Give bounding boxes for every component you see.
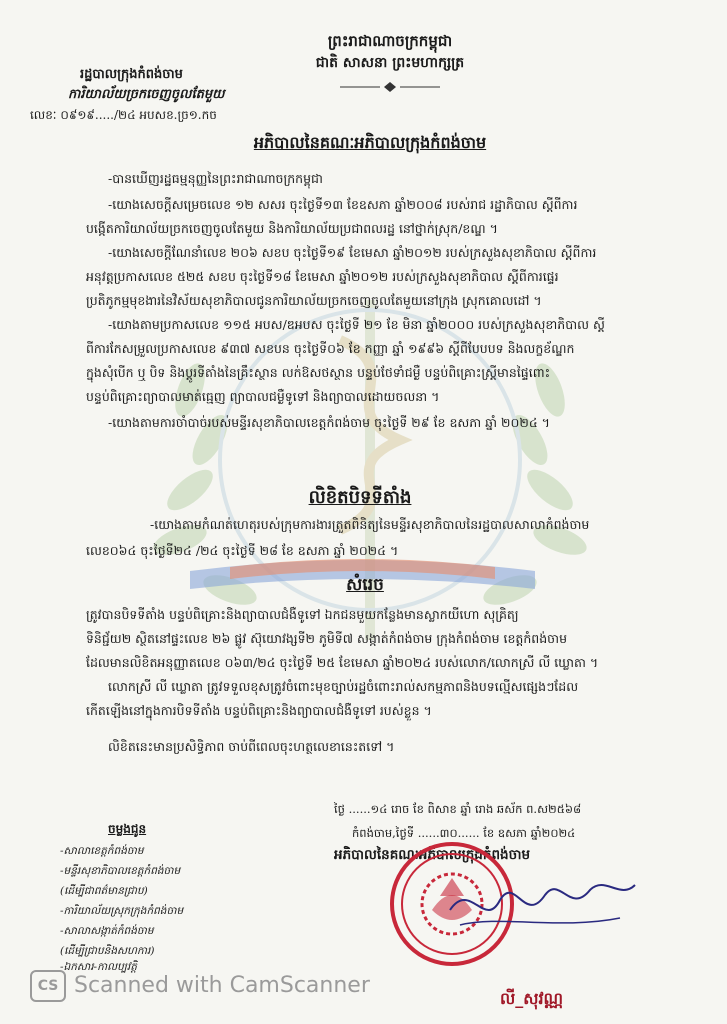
signatory-title: អភិបាលនៃគណៈអភិបាលក្រុងកំពង់ចាម <box>334 847 531 863</box>
preamble-line: បង្កើតការិយាល័យច្រកចេញចូលតែមួយ និងការិយាល័យប្រជាពលរដ្ឋ នៅថ្នាក់ស្រុក/ខណ្ឌ ។ <box>86 221 498 236</box>
preamble-line: បន្ទប់ពិគ្រោះព្យាបាលមាត់ធ្មេញ ព្យាបាលជម្ងឺទូទៅ និងព្យាបាលដោយចលនា ។ <box>86 389 440 404</box>
preamble-line: -យោងតាមការចាំបាច់របស់មន្ទីរសុខាភិបាលខេត្តកំពង់ចាម ចុះថ្ងៃទី ២៩ ខែ ឧសភា ឆ្នាំ ២០២៤ ។ <box>108 415 550 430</box>
preamble-line: ប្រតិភូកម្មមុខងារនៃវិស័យសុខាភិបាលជូនការិយាល័យច្រកចេញចូលតែមួយនៅក្រុង ស្រុកគោលដៅ ។ <box>86 293 542 308</box>
preamble-line: -យោងសេចក្ដីសម្រេចលេខ ១២ សសរ ចុះថ្ងៃទី១៣ ខែឧសភា ឆ្នាំ២០០៨ របស់រាជ រដ្ឋាភិបាល ស្ដីពីការ <box>108 197 578 212</box>
distribution-item: -មន្ទីរសុខាភិបាលខេត្តកំពង់ចាម <box>60 865 181 877</box>
signatory-name: លី_សុវណ្ណ <box>500 989 564 1008</box>
decision-line: លោកស្រី លី ឃ្លោតា ត្រូវទទួលខុសត្រូវចំពោះមុខច្បាប់រដ្ឋចំពោះរាល់សកម្មភាពនិងបទល្មើសផ្សេងៗដែល <box>108 679 579 694</box>
camscanner-watermark <box>30 970 430 1000</box>
sender-office: ការិយាល័យច្រកចេញចូលតែមួយ <box>68 87 225 102</box>
document-title: អភិបាលនៃគណៈអភិបាលក្រុងកំពង់ចាម <box>253 133 487 152</box>
distribution-item: -សាលាសង្កាត់កំពង់ចាម <box>60 925 154 937</box>
reason-line: -យោងតាមកំណត់ហេតុរបស់ក្រុមការងារត្រួតពិនិត្យនៃមន្ទីរសុខាភិបាលនៃរដ្ឋបាលសាលាកំពង់ចាម <box>150 517 590 532</box>
decision-line: ទិនិជ្ជ័យ២ ស្ថិតនៅផ្ទះលេខ ២៦ ផ្លូវ ស៊ុយោវង្សទី២ ភូមិទី៧ សង្កាត់កំពង់ចាម ក្រុងកំពង់ចាម ខេត្តកំពង់ចាម <box>86 631 568 646</box>
solar-date: កំពង់ចាម,ថ្ងៃទី ......៣០...... ខែ ឧសភា ឆ្នាំ២០២៤ <box>352 826 576 840</box>
section-title: លិខិតបិទទីតាំង <box>308 487 412 508</box>
preamble-line: -យោងតាមប្រកាសលេខ ១១៥ អបស/ឌអបស ចុះថ្ងៃទី ២១ ខែ មិនា ឆ្នាំ២០០០ របស់ក្រសួងសុខាភិបាល ស្ដី <box>108 317 605 332</box>
distribution-item: -ការិយាល័យស្រុកក្រុងកំពង់ចាម <box>60 905 184 917</box>
distribution-item: (ដើម្បីជ្រាបនិងសហការ) <box>60 945 155 957</box>
preamble-line: ក្នុងសុំបើក ឬ បិទ និងប្តូរទីតាំងនៃគ្រឹះស្ថាន លក់ឱសថស្ថាន បន្ទប់ថែទាំជម្ងឺ បន្ទប់ពិគ្រោះស្ត្រីមានផ្ទៃពោះ <box>86 365 551 380</box>
decision-line: ដែលមានលិខិតអនុញ្ញាតលេខ ០៦៣/២៤ ចុះថ្ងៃទី ២៥ ខែមេសា ឆ្នាំ២០២៤ របស់លោក/លោកស្រី លី ឃ្លោតា ។ <box>86 655 599 670</box>
decision-title: សំរេច <box>346 575 384 595</box>
distribution-item: -ឯកសារ-កាលប្បវត្តិ <box>60 961 137 973</box>
handwritten-signature <box>440 870 640 940</box>
decision-line: កើតឡើងនៅក្នុងការបិទទីតាំង បន្ទប់ពិគ្រោះនិងព្យាបាលជំងឺទូទៅ របស់ខ្លួន ។ <box>86 703 432 718</box>
preamble-line: ពីការកែសម្រួលប្រកាសលេខ ៩៣៧ សខបន ចុះថ្ងៃទី០៦ ខែ កញ្ញា ឆ្នាំ ១៩៩៦ ស្ដីពីបែបបទ និងលក្ខខ័ណ្ឌក <box>86 341 575 356</box>
camscanner-text: Scanned with CamScanner <box>74 973 370 998</box>
kingdom-title: ព្រះរាជាណាចក្រកម្ពុជា <box>327 32 453 50</box>
camscanner-logo-icon: CS <box>30 970 66 1002</box>
distribution-item: -សាលាខេត្តកំពង់ចាម <box>60 845 144 857</box>
sender-administration: រដ្ឋបាលក្រុងកំពង់ចាម <box>80 67 183 82</box>
preamble-line: -បានឃើញរដ្ឋធម្មនុញ្ញនៃព្រះរាជាណាចក្រកម្ពុជា <box>108 171 323 186</box>
decision-line: លិខិតនេះមានប្រសិទ្ធិភាព ចាប់ពីពេលចុះហត្ថលេខានេះតទៅ ។ <box>108 739 395 754</box>
decision-line: ត្រូវបានបិទទីតាំង បន្ទប់ពិគ្រោះនិងព្យាបាលជំងឺទូទៅ ឯកជនមួយកន្លែងមានស្លាកយីហោ សុគ្រិត្យ <box>86 607 519 622</box>
reason-line: លេខ០៦៤ ចុះថ្ងៃទី២៤ /២៤ ចុះថ្ងៃទី ២៨ ខែ ឧសភា ឆ្នាំ ២០២៤ ។ <box>86 543 399 558</box>
reference-number: លេខៈ ០៩១៩...../២៤ អបសខ.ច្រ១.កច <box>30 108 217 122</box>
lunar-date: ថ្ងៃ ......១៤ រោច ខែ ពិសាខ ឆ្នាំ រោង ឆស័ក ព.ស២៥៦៨ <box>334 802 582 816</box>
distribution-title: ចម្លងជូន <box>108 822 147 836</box>
preamble-line: -យោងសេចក្ដីណែនាំលេខ ២០៦ សខប ចុះថ្ងៃទី១៩ ខែមេសា ឆ្នាំ២០១២ របស់ក្រសួងសុខាភិបាល ស្ដីពីការ <box>108 245 597 260</box>
distribution-item: (ដើម្បីជាពត៌មានជ្រាប) <box>60 885 148 897</box>
national-motto: ជាតិ សាសនា ព្រះមហាក្សត្រ <box>315 55 465 71</box>
preamble-line: អនុវត្តប្រកាសលេខ ៥២៥ សខប ចុះថ្ងៃទី១៨ ខែមេសា ឆ្នាំ២០១២ របស់ក្រសួងសុខាភិបាល ស្ដីពីការផ្ទេរ <box>86 269 559 284</box>
motto-ornament <box>340 80 440 94</box>
